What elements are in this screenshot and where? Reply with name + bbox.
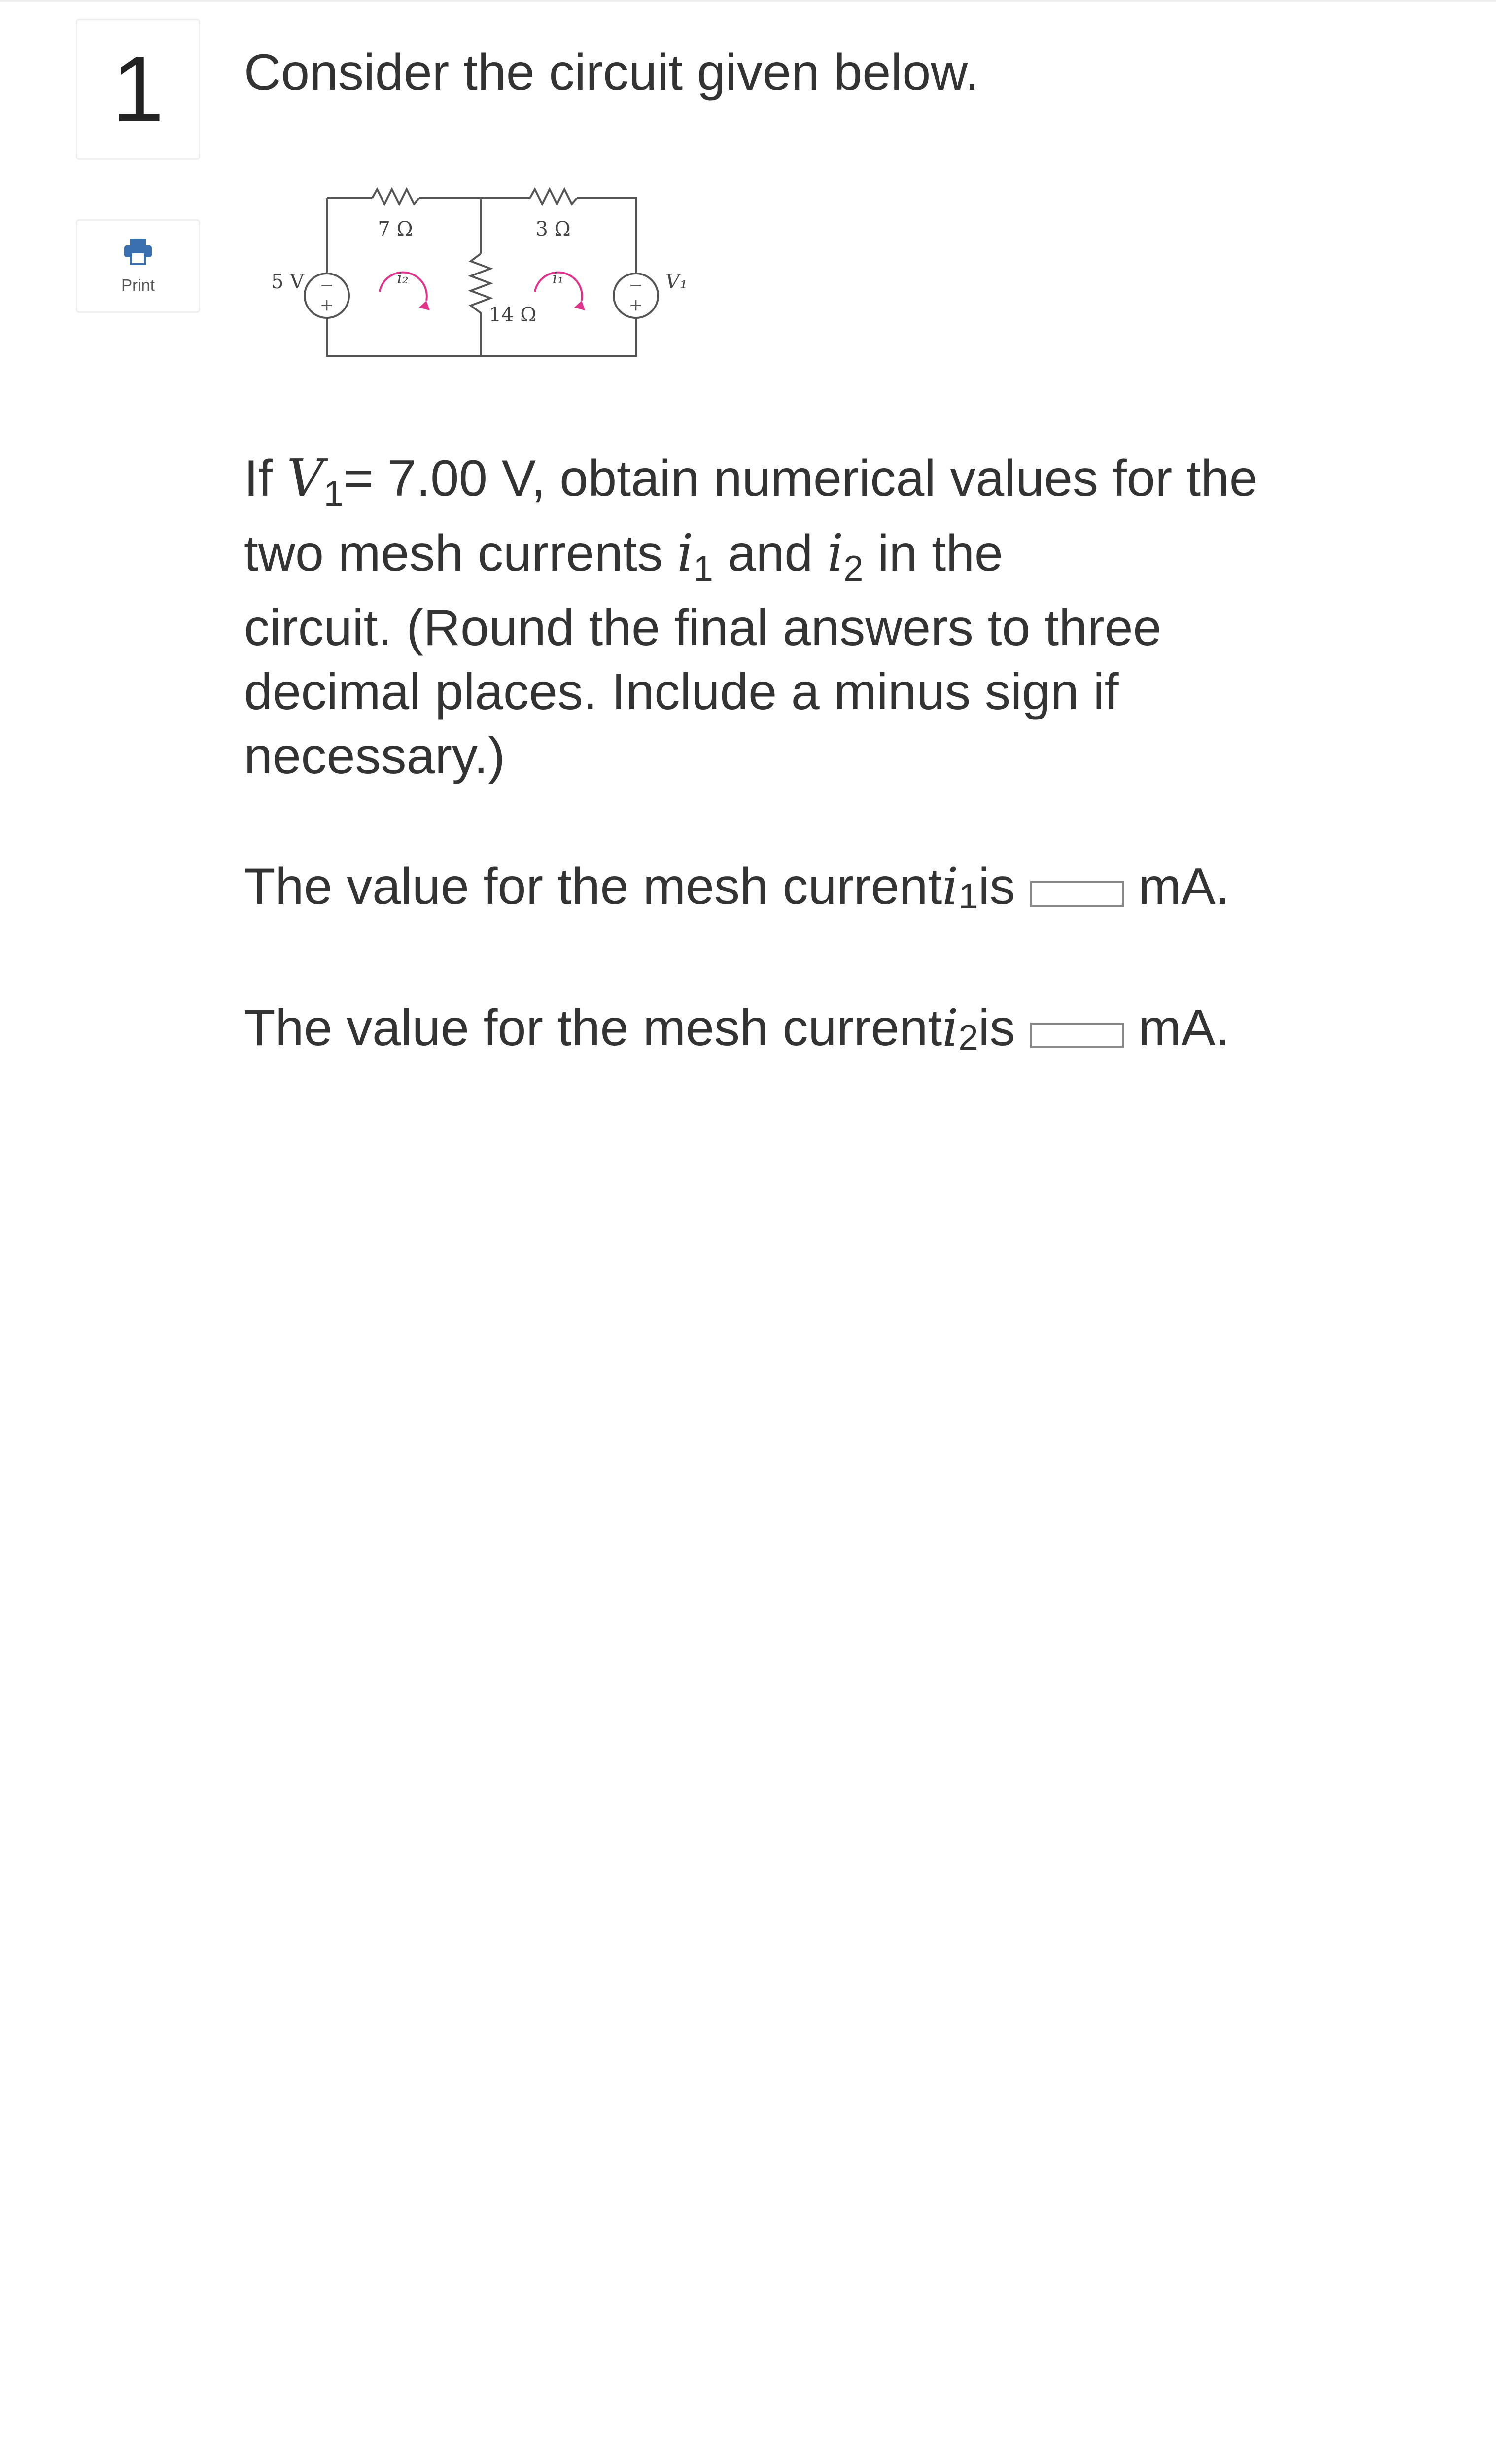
question-line-1-prefix: If [244,450,287,507]
answer-i1-subscript: 1 [958,877,978,916]
answer-i1-unit: mA. [1138,857,1230,915]
variable-i1: i [677,523,694,583]
question-line-2-b: and [713,525,828,582]
source-v1-minus: − [628,275,643,295]
source-5v-minus: − [319,275,334,295]
circuit-diagram [237,177,725,365]
mesh-arrowhead-right [574,301,585,310]
source-5v-label: 5 V [271,271,305,293]
answer-i1-prefix: The value for the mesh current [244,857,942,915]
resistor-3ohm [530,189,577,204]
resistor-7ohm-label: 7 Ω [378,218,413,240]
variable-i2-subscript: 2 [843,549,864,588]
source-v1-plus: + [628,295,643,315]
variable-i2: i [827,523,844,583]
question-line-2 [244,518,1407,593]
question-line-4: decimal places. Include a minus sign if [244,663,1119,720]
question-line-3: circuit. (Round the final answers to three [244,599,1162,656]
top-divider [0,0,1496,2]
resistor-14ohm-label: 14 Ω [488,304,537,326]
question-line-1-suffix: = 7.00 V, obtain numerical values for the [343,450,1258,507]
answer-i1-variable: i [942,856,959,917]
mesh-current-i2-input[interactable] [1030,1023,1124,1048]
resistor-7ohm [372,189,419,204]
source-5v-plus: + [319,295,334,315]
question-line-1 [244,444,1407,518]
answer-i2-prefix: The value for the mesh current [244,999,942,1057]
resistor-3ohm-label: 3 Ω [535,218,571,240]
question-line-5: necessary.) [244,727,505,785]
variable-i1-subscript: 1 [693,549,713,588]
answer-i2-variable: i [942,998,959,1058]
print-label: Print [121,276,155,294]
question-line-2-c: in the [863,525,1003,582]
answer-i2-unit: mA. [1138,999,1230,1057]
resistor-14ohm [471,254,490,323]
variable-v: V [286,448,324,508]
mesh-left-label: i₂ [397,269,409,287]
answer-i1-suffix: is [978,857,1015,915]
variable-v-subscript: 1 [323,474,344,513]
answer-row-i2 [244,998,1230,1058]
printer-icon [123,238,153,265]
question-number: 1 [76,19,200,160]
source-v1-label: V₁ [665,271,688,293]
answer-i2-suffix: is [978,999,1015,1057]
answer-i2-subscript: 2 [958,1018,978,1058]
question-heading: Consider the circuit given below. [244,44,979,101]
answer-row-i1 [244,856,1230,917]
question-text [244,444,1407,790]
mesh-right-label: i₁ [552,269,564,287]
mesh-arrowhead-left [419,301,430,310]
mesh-current-i1-input[interactable] [1030,881,1124,907]
question-line-2-a: two mesh currents [244,525,677,582]
print-button[interactable] [76,219,200,313]
wire-right-top [577,198,636,274]
